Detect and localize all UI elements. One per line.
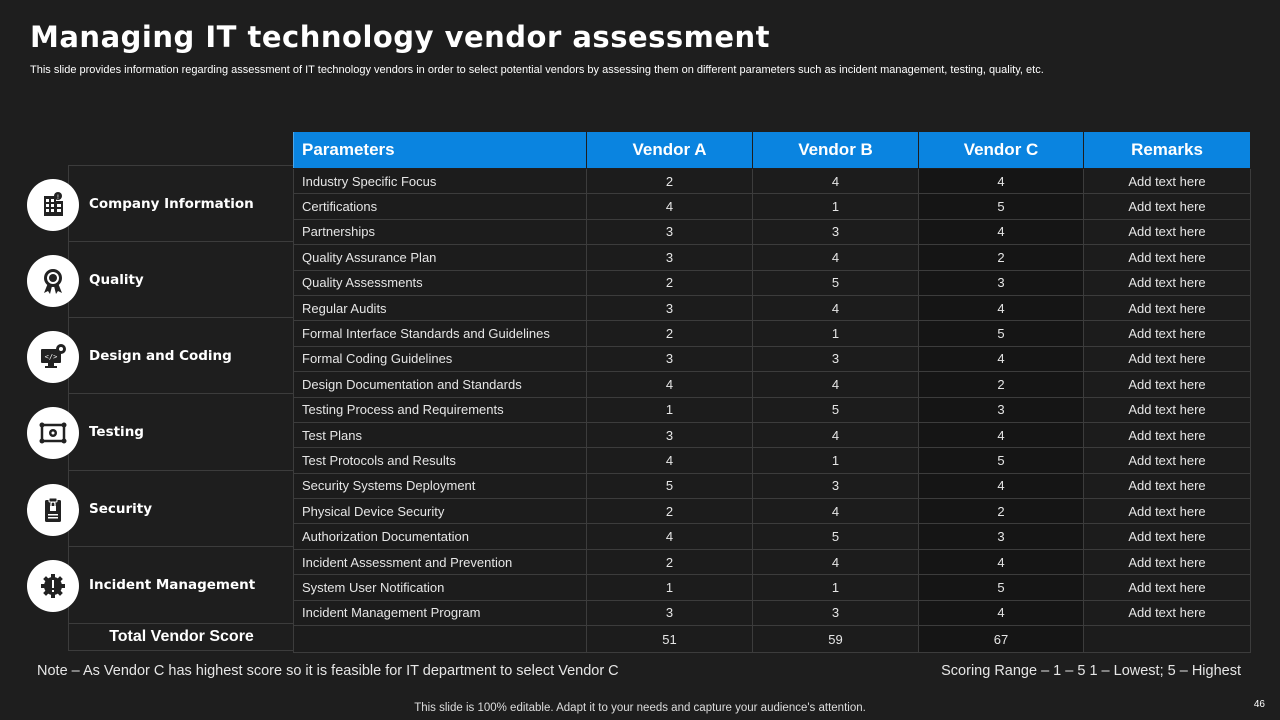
- total-remarks: [1084, 626, 1251, 653]
- vendor-a-score: 2: [587, 321, 753, 346]
- remarks-cell: Add text here: [1084, 524, 1251, 549]
- table-row: [294, 372, 1251, 397]
- remarks-cell: Add text here: [1084, 346, 1251, 371]
- table-row: [294, 346, 1251, 371]
- param-name-cell: Partnerships: [294, 219, 587, 244]
- vendor-a-score: 4: [587, 194, 753, 219]
- vendor-b-score: 1: [753, 575, 919, 600]
- category-quality: [68, 241, 294, 318]
- total-label: [294, 626, 587, 653]
- remarks-cell: Add text here: [1084, 397, 1251, 422]
- vendor-b-score: 5: [753, 524, 919, 549]
- code-monitor-icon: [27, 331, 79, 383]
- vendor-a-score: 3: [587, 219, 753, 244]
- total-vendor-c: 67: [919, 626, 1084, 653]
- param-name-cell: Formal Interface Standards and Guidelines: [294, 321, 587, 346]
- vendor-c-score: 5: [919, 448, 1084, 473]
- vendor-b-score: 1: [753, 321, 919, 346]
- page-number: 46: [1253, 699, 1265, 710]
- vendor-b-score: 4: [753, 295, 919, 320]
- header-remarks: Remarks: [1084, 132, 1251, 169]
- vendor-a-score: 5: [587, 473, 753, 498]
- table-row: [294, 499, 1251, 524]
- table-row: [294, 194, 1251, 219]
- vendor-b-score: 4: [753, 372, 919, 397]
- param-name-cell: Quality Assessments: [294, 270, 587, 295]
- table-header-row: [294, 132, 1251, 169]
- category-label: Security: [89, 501, 153, 517]
- vendor-c-score: 4: [919, 422, 1084, 447]
- header-vendor-b: Vendor B: [753, 132, 919, 169]
- param-name-cell: Regular Audits: [294, 295, 587, 320]
- table-row: [294, 448, 1251, 473]
- vendor-a-score: 2: [587, 169, 753, 194]
- table-row: [294, 169, 1251, 194]
- table-row: [294, 575, 1251, 600]
- slide-subtitle: This slide provides information regarding assessment of IT technology vendors in order to select potential vendors by assessing them on different parameters such as incident management, testing, quality, etc.: [30, 64, 1044, 76]
- total-label-box: [68, 623, 294, 651]
- vendor-c-score: 4: [919, 600, 1084, 625]
- category-incident-management: [68, 546, 294, 624]
- vendor-b-score: 3: [753, 600, 919, 625]
- category-testing: [68, 393, 294, 471]
- incident-gear-icon: [27, 560, 79, 612]
- building-icon: [27, 179, 79, 231]
- total-row: [294, 626, 1251, 653]
- vendor-b-score: 1: [753, 194, 919, 219]
- testing-gear-icon: [27, 407, 79, 459]
- remarks-cell: Add text here: [1084, 372, 1251, 397]
- remarks-cell: Add text here: [1084, 295, 1251, 320]
- table-row: [294, 524, 1251, 549]
- param-name-cell: Design Documentation and Standards: [294, 372, 587, 397]
- vendor-c-score: 2: [919, 372, 1084, 397]
- award-badge-icon: [27, 255, 79, 307]
- svg-text:</>: </>: [44, 353, 58, 361]
- vendor-b-score: 5: [753, 397, 919, 422]
- slide-title: Managing IT technology vendor assessment: [30, 20, 771, 54]
- header-vendor-c: Vendor C: [919, 132, 1084, 169]
- vendor-b-score: 4: [753, 422, 919, 447]
- param-name-cell: Incident Management Program: [294, 600, 587, 625]
- remarks-cell: Add text here: [1084, 245, 1251, 270]
- clipboard-lock-icon: [27, 484, 79, 536]
- category-label: Company Information: [89, 196, 254, 212]
- remarks-cell: Add text here: [1084, 219, 1251, 244]
- table-row: [294, 397, 1251, 422]
- table-row: [294, 270, 1251, 295]
- category-label: Testing: [89, 424, 144, 440]
- vendor-c-score: 2: [919, 245, 1084, 270]
- scoring-range-text: Scoring Range – 1 – 5 1 – Lowest; 5 – Highest: [941, 663, 1241, 679]
- vendor-b-score: 4: [753, 245, 919, 270]
- vendor-c-score: 4: [919, 473, 1084, 498]
- param-name-cell: Authorization Documentation: [294, 524, 587, 549]
- remarks-cell: Add text here: [1084, 549, 1251, 574]
- remarks-cell: Add text here: [1084, 194, 1251, 219]
- param-name-cell: System User Notification: [294, 575, 587, 600]
- svg-text:!: !: [56, 194, 60, 201]
- vendor-b-score: 4: [753, 549, 919, 574]
- vendor-c-score: 4: [919, 549, 1084, 574]
- total-vendor-b: 59: [753, 626, 919, 653]
- table-row: [294, 549, 1251, 574]
- vendor-a-score: 2: [587, 549, 753, 574]
- param-name-cell: Quality Assurance Plan: [294, 245, 587, 270]
- vendor-c-score: 5: [919, 321, 1084, 346]
- vendor-a-score: 1: [587, 397, 753, 422]
- total-vendor-score-label: Total Vendor Score: [109, 628, 254, 645]
- vendor-b-score: 5: [753, 270, 919, 295]
- vendor-b-score: 3: [753, 346, 919, 371]
- remarks-cell: Add text here: [1084, 600, 1251, 625]
- remarks-cell: Add text here: [1084, 270, 1251, 295]
- vendor-a-score: 4: [587, 448, 753, 473]
- remarks-cell: Add text here: [1084, 422, 1251, 447]
- category-design-and-coding: [44, 317, 294, 394]
- vendor-a-score: 3: [587, 600, 753, 625]
- table-row: [294, 473, 1251, 498]
- table-row: [294, 295, 1251, 320]
- vendor-b-score: 4: [753, 499, 919, 524]
- param-name-cell: Certifications: [294, 194, 587, 219]
- vendor-b-score: 1: [753, 448, 919, 473]
- param-name-cell: Security Systems Deployment: [294, 473, 587, 498]
- category-label: Design and Coding: [89, 348, 232, 364]
- vendor-a-score: 2: [587, 270, 753, 295]
- param-name-cell: Physical Device Security: [294, 499, 587, 524]
- table-row: [294, 422, 1251, 447]
- vendor-c-score: 5: [919, 575, 1084, 600]
- param-name-cell: Formal Coding Guidelines: [294, 346, 587, 371]
- vendor-c-score: 3: [919, 270, 1084, 295]
- table-row: [294, 245, 1251, 270]
- vendor-b-score: 3: [753, 473, 919, 498]
- category-company-information: [56, 165, 294, 242]
- category-security: [68, 470, 294, 547]
- vendor-a-score: 3: [587, 422, 753, 447]
- table-row: [294, 219, 1251, 244]
- vendor-c-score: 4: [919, 219, 1084, 244]
- param-name-cell: Industry Specific Focus: [294, 169, 587, 194]
- vendor-b-score: 4: [753, 169, 919, 194]
- remarks-cell: Add text here: [1084, 321, 1251, 346]
- vendor-c-score: 4: [919, 346, 1084, 371]
- remarks-cell: Add text here: [1084, 473, 1251, 498]
- vendor-a-score: 3: [587, 295, 753, 320]
- remarks-cell: Add text here: [1084, 499, 1251, 524]
- remarks-cell: Add text here: [1084, 169, 1251, 194]
- vendor-a-score: 3: [587, 346, 753, 371]
- remarks-cell: Add text here: [1084, 448, 1251, 473]
- vendor-a-score: 4: [587, 524, 753, 549]
- vendor-a-score: 2: [587, 499, 753, 524]
- note-text: Note – As Vendor C has highest score so it is feasible for IT department to select Vendor C: [37, 663, 619, 679]
- param-name-cell: Test Protocols and Results: [294, 448, 587, 473]
- vendor-a-score: 3: [587, 245, 753, 270]
- vendor-c-score: 2: [919, 499, 1084, 524]
- vendor-c-score: 5: [919, 194, 1084, 219]
- vendor-c-score: 3: [919, 397, 1084, 422]
- category-label: Incident Management: [89, 577, 256, 593]
- vendor-c-score: 3: [919, 524, 1084, 549]
- total-vendor-a: 51: [587, 626, 753, 653]
- param-name-cell: Incident Assessment and Prevention: [294, 549, 587, 574]
- vendor-c-score: 4: [919, 169, 1084, 194]
- header-parameters: Parameters: [294, 132, 587, 169]
- vendor-c-score: 4: [919, 295, 1084, 320]
- param-name-cell: Test Plans: [294, 422, 587, 447]
- remarks-cell: Add text here: [1084, 575, 1251, 600]
- footer-text: This slide is 100% editable. Adapt it to your needs and capture your audience's attention.: [414, 702, 866, 714]
- vendor-assessment-table: [293, 131, 1251, 653]
- table-row: [294, 600, 1251, 625]
- table-row: [294, 321, 1251, 346]
- category-label: Quality: [89, 272, 144, 288]
- param-name-cell: Testing Process and Requirements: [294, 397, 587, 422]
- vendor-a-score: 1: [587, 575, 753, 600]
- header-vendor-a: Vendor A: [587, 132, 753, 169]
- vendor-b-score: 3: [753, 219, 919, 244]
- vendor-a-score: 4: [587, 372, 753, 397]
